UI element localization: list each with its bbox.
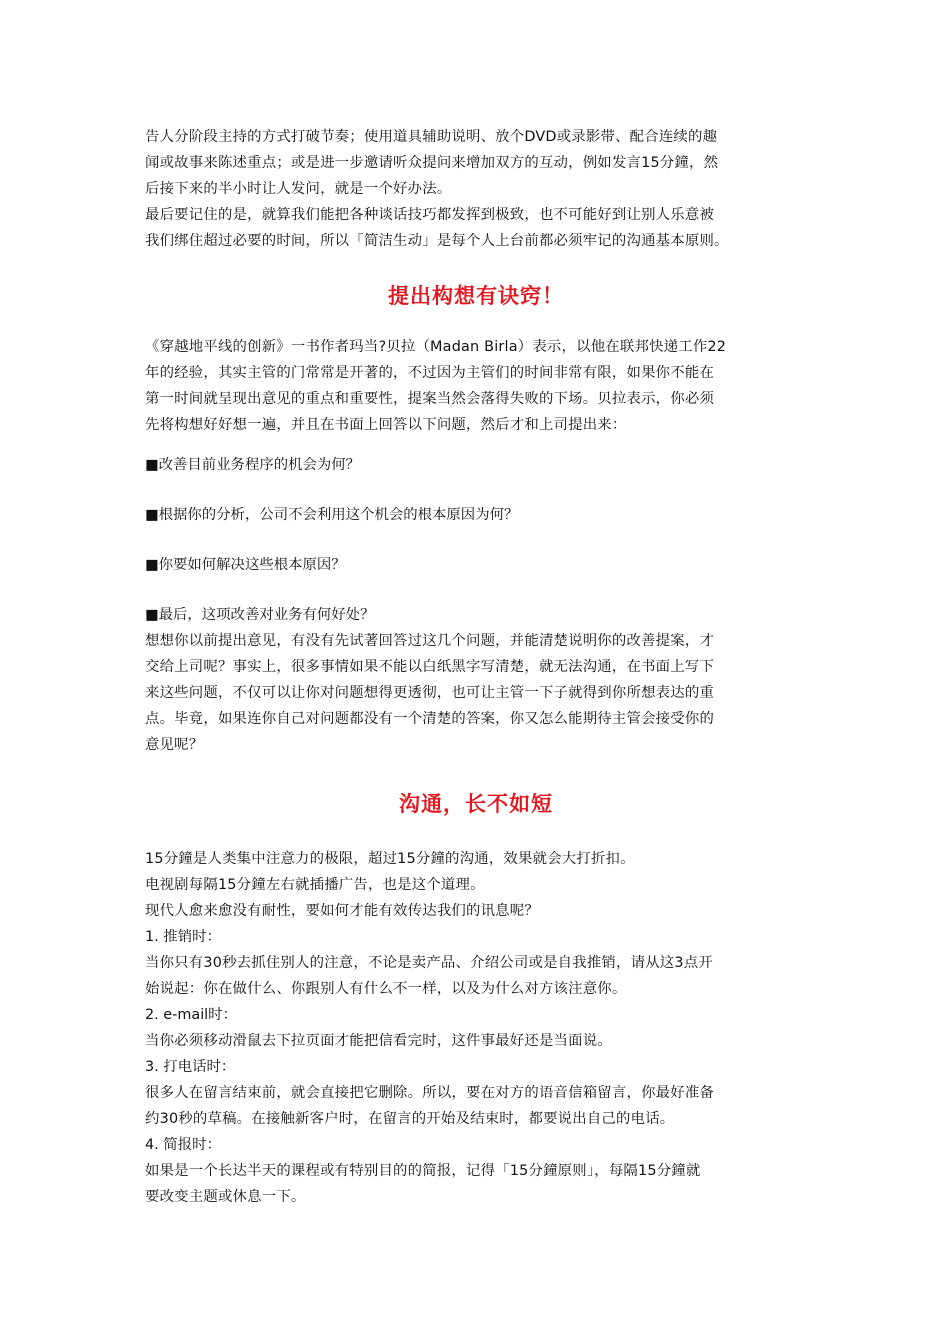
document-page bbox=[145, 124, 807, 1210]
proposal-closing-paragraph: 想想你以前提出意见，有没有先试著回答过这几个问题，并能清楚说明你的改善提案，才 交给上司呢？事实上，很多事情如果不能以白纸黑字写清楚，就无法沟通，在书面上写下 来这些问题，不仅可以让你对问题想得更透彻，也可让主管一下子就得到你所想表达的重 点。毕竟，如果连你自己对问题都没有一个清楚的答案，你又怎么能期待主管会接受你的 意见呢？ bbox=[145, 633, 715, 753]
tip-label-presentation: 4. 简报时： bbox=[145, 1137, 221, 1153]
tip-text-email: 当你必须移动滑鼠去下拉页面才能把信看完时，这件事最好还是当面说。 bbox=[145, 1033, 612, 1049]
proposal-paragraph: 《穿越地平线的创新》一书作者玛当?贝拉（Madan Birla）表示，以他在联邦快递工作22 年的经验，其实主管的门常常是开著的，不过因为主管们的时间非常有限，如果你不能在 第一时间就呈现出意见的重点和重要性，提案当然会落得失败的下场。贝拉表示，你必须 先将构想好好想一遍，并且在书面上回答以下问题，然后才和上司提出来： bbox=[145, 339, 727, 433]
tip-text-pitch: 当你只有30秒去抓住别人的注意，不论是卖产品、介绍公司或是自我推销，请从这3点开 始说起：你在做什么、你跟别人有什么不一样，以及为什么对方该注意你。 bbox=[145, 955, 713, 997]
question-item: ■改善目前业务程序的机会为何？ bbox=[145, 457, 361, 473]
section-heading-proposal: 提出构想有诀窍！ bbox=[388, 284, 564, 308]
intro-paragraph-2: 最后要记住的是，就算我们能把各种谈话技巧都发挥到极致，也不可能好到让别人乐意被 我们绑住超过必要的时间，所以「简洁生动」是每个人上台前都必须牢记的沟通基本原则。 bbox=[145, 207, 729, 249]
question-list bbox=[145, 452, 807, 628]
tip-text-phone: 很多人在留言结束前，就会直接把它删除。所以，要在对方的语音信箱留言，你最好准备 约30秒的草稿。在接触新客户时，在留言的开始及结束时，都要说出自己的电话。 bbox=[145, 1085, 715, 1127]
short-line: 电视剧每隔15分鐘左右就插播广告，也是这个道理。 bbox=[145, 877, 485, 893]
question-item: ■你要如何解决这些根本原因？ bbox=[145, 557, 346, 573]
question-item: ■最后，这项改善对业务有何好处？ bbox=[145, 607, 375, 623]
tips-list bbox=[145, 924, 807, 1210]
tip-label-pitch: 1. 推销时： bbox=[145, 929, 221, 945]
tip-label-phone: 3. 打电话时： bbox=[145, 1059, 236, 1075]
question-item: ■根据你的分析，公司不会利用这个机会的根本原因为何？ bbox=[145, 507, 519, 523]
short-line: 15分鐘是人类集中注意力的极限，超过15分鐘的沟通，效果就会大打折扣。 bbox=[145, 851, 635, 867]
tip-text-presentation: 如果是一个长达半天的课程或有特别目的的简报，记得「15分鐘原则」，每隔15分鐘就 要改变主题或休息一下。 bbox=[145, 1163, 701, 1205]
tip-label-email: 2. e-mail时： bbox=[145, 1007, 237, 1023]
short-line: 现代人愈来愈没有耐性，要如何才能有效传达我们的讯息呢？ bbox=[145, 903, 539, 919]
section-heading-short: 沟通，长不如短 bbox=[399, 792, 553, 816]
intro-paragraph-1: 告人分阶段主持的方式打破节奏；使用道具辅助说明、放个DVD或录影带、配合连续的趣 闻或故事来陈述重点；或是进一步邀请听众提问来增加双方的互动，例如发言15分鐘，然 后接下来的半小时让人发问，就是一个好办法。 bbox=[145, 129, 719, 197]
